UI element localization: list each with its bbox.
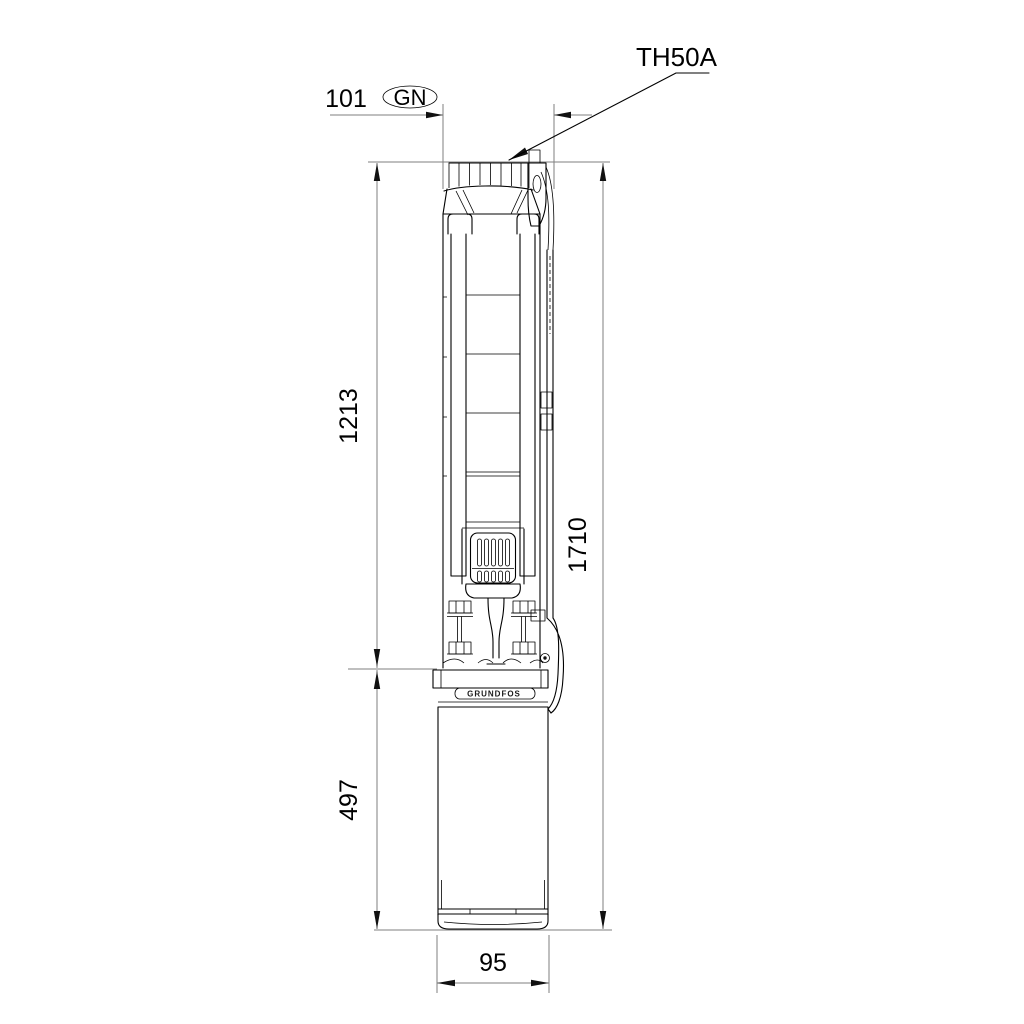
motor-inner-lines bbox=[442, 880, 545, 909]
casing-straps bbox=[456, 190, 528, 215]
cable-guard bbox=[528, 150, 563, 713]
gn-port-label: GN bbox=[393, 85, 427, 110]
connection-type-label: TH50A bbox=[636, 42, 717, 72]
arrow-down-icon bbox=[374, 911, 380, 929]
guard-screw-center bbox=[543, 656, 546, 659]
right-pipe-bracket bbox=[517, 214, 539, 234]
guard-blade bbox=[547, 618, 563, 713]
motor-bottom bbox=[438, 914, 548, 929]
guard-sweep bbox=[541, 167, 554, 250]
right-riser-pipe bbox=[520, 234, 535, 576]
guard-top-clamp bbox=[528, 163, 546, 226]
motor-flange bbox=[433, 670, 548, 688]
arrow-right-icon bbox=[426, 112, 443, 118]
arrow-left-icon bbox=[437, 980, 455, 986]
connection-callout bbox=[509, 73, 709, 160]
arrow-right-icon bbox=[531, 980, 549, 986]
dim-101-label: 101 bbox=[325, 85, 367, 113]
motor-bottom-inner-arc bbox=[444, 922, 542, 925]
motor-shaft bbox=[487, 598, 505, 664]
dim-1710-label: 1710 bbox=[564, 517, 592, 573]
motor-brand-label: GRUNDFOS bbox=[467, 689, 521, 699]
valve-casing bbox=[443, 189, 540, 214]
dim-1213-label: 1213 bbox=[335, 388, 363, 444]
guard-bracket bbox=[531, 610, 545, 621]
coupling-bolts bbox=[447, 601, 537, 654]
arrow-down-icon bbox=[374, 649, 380, 667]
arrow-down-icon bbox=[600, 911, 606, 929]
arrow-up-icon bbox=[374, 163, 380, 181]
motor-bottom-band bbox=[438, 909, 548, 914]
pump-outline bbox=[433, 150, 563, 929]
guard-top-stub bbox=[529, 150, 540, 163]
thread-base-curve bbox=[444, 186, 533, 191]
base-casting bbox=[443, 659, 543, 663]
strainer-bowl bbox=[466, 584, 521, 598]
strainer-slots bbox=[472, 539, 514, 582]
dim-497-label: 497 bbox=[335, 779, 363, 821]
left-riser-pipe bbox=[451, 234, 466, 576]
band-ticks bbox=[470, 909, 516, 914]
motor-body bbox=[438, 707, 548, 915]
dim-95-label: 95 bbox=[479, 949, 507, 977]
arrow-up-icon bbox=[600, 163, 606, 181]
clamp-hole bbox=[533, 176, 541, 193]
left-pipe-bracket bbox=[448, 214, 472, 234]
arrow-left-icon bbox=[554, 112, 571, 118]
leader-line bbox=[509, 73, 709, 160]
arrow-up-icon bbox=[374, 671, 380, 689]
flange-ticks bbox=[441, 670, 541, 688]
sleeve-joint-ticks bbox=[443, 297, 447, 476]
thread-ribs bbox=[449, 163, 529, 188]
stage-lines bbox=[462, 295, 524, 528]
dim-101-extension-lines bbox=[443, 104, 554, 189]
